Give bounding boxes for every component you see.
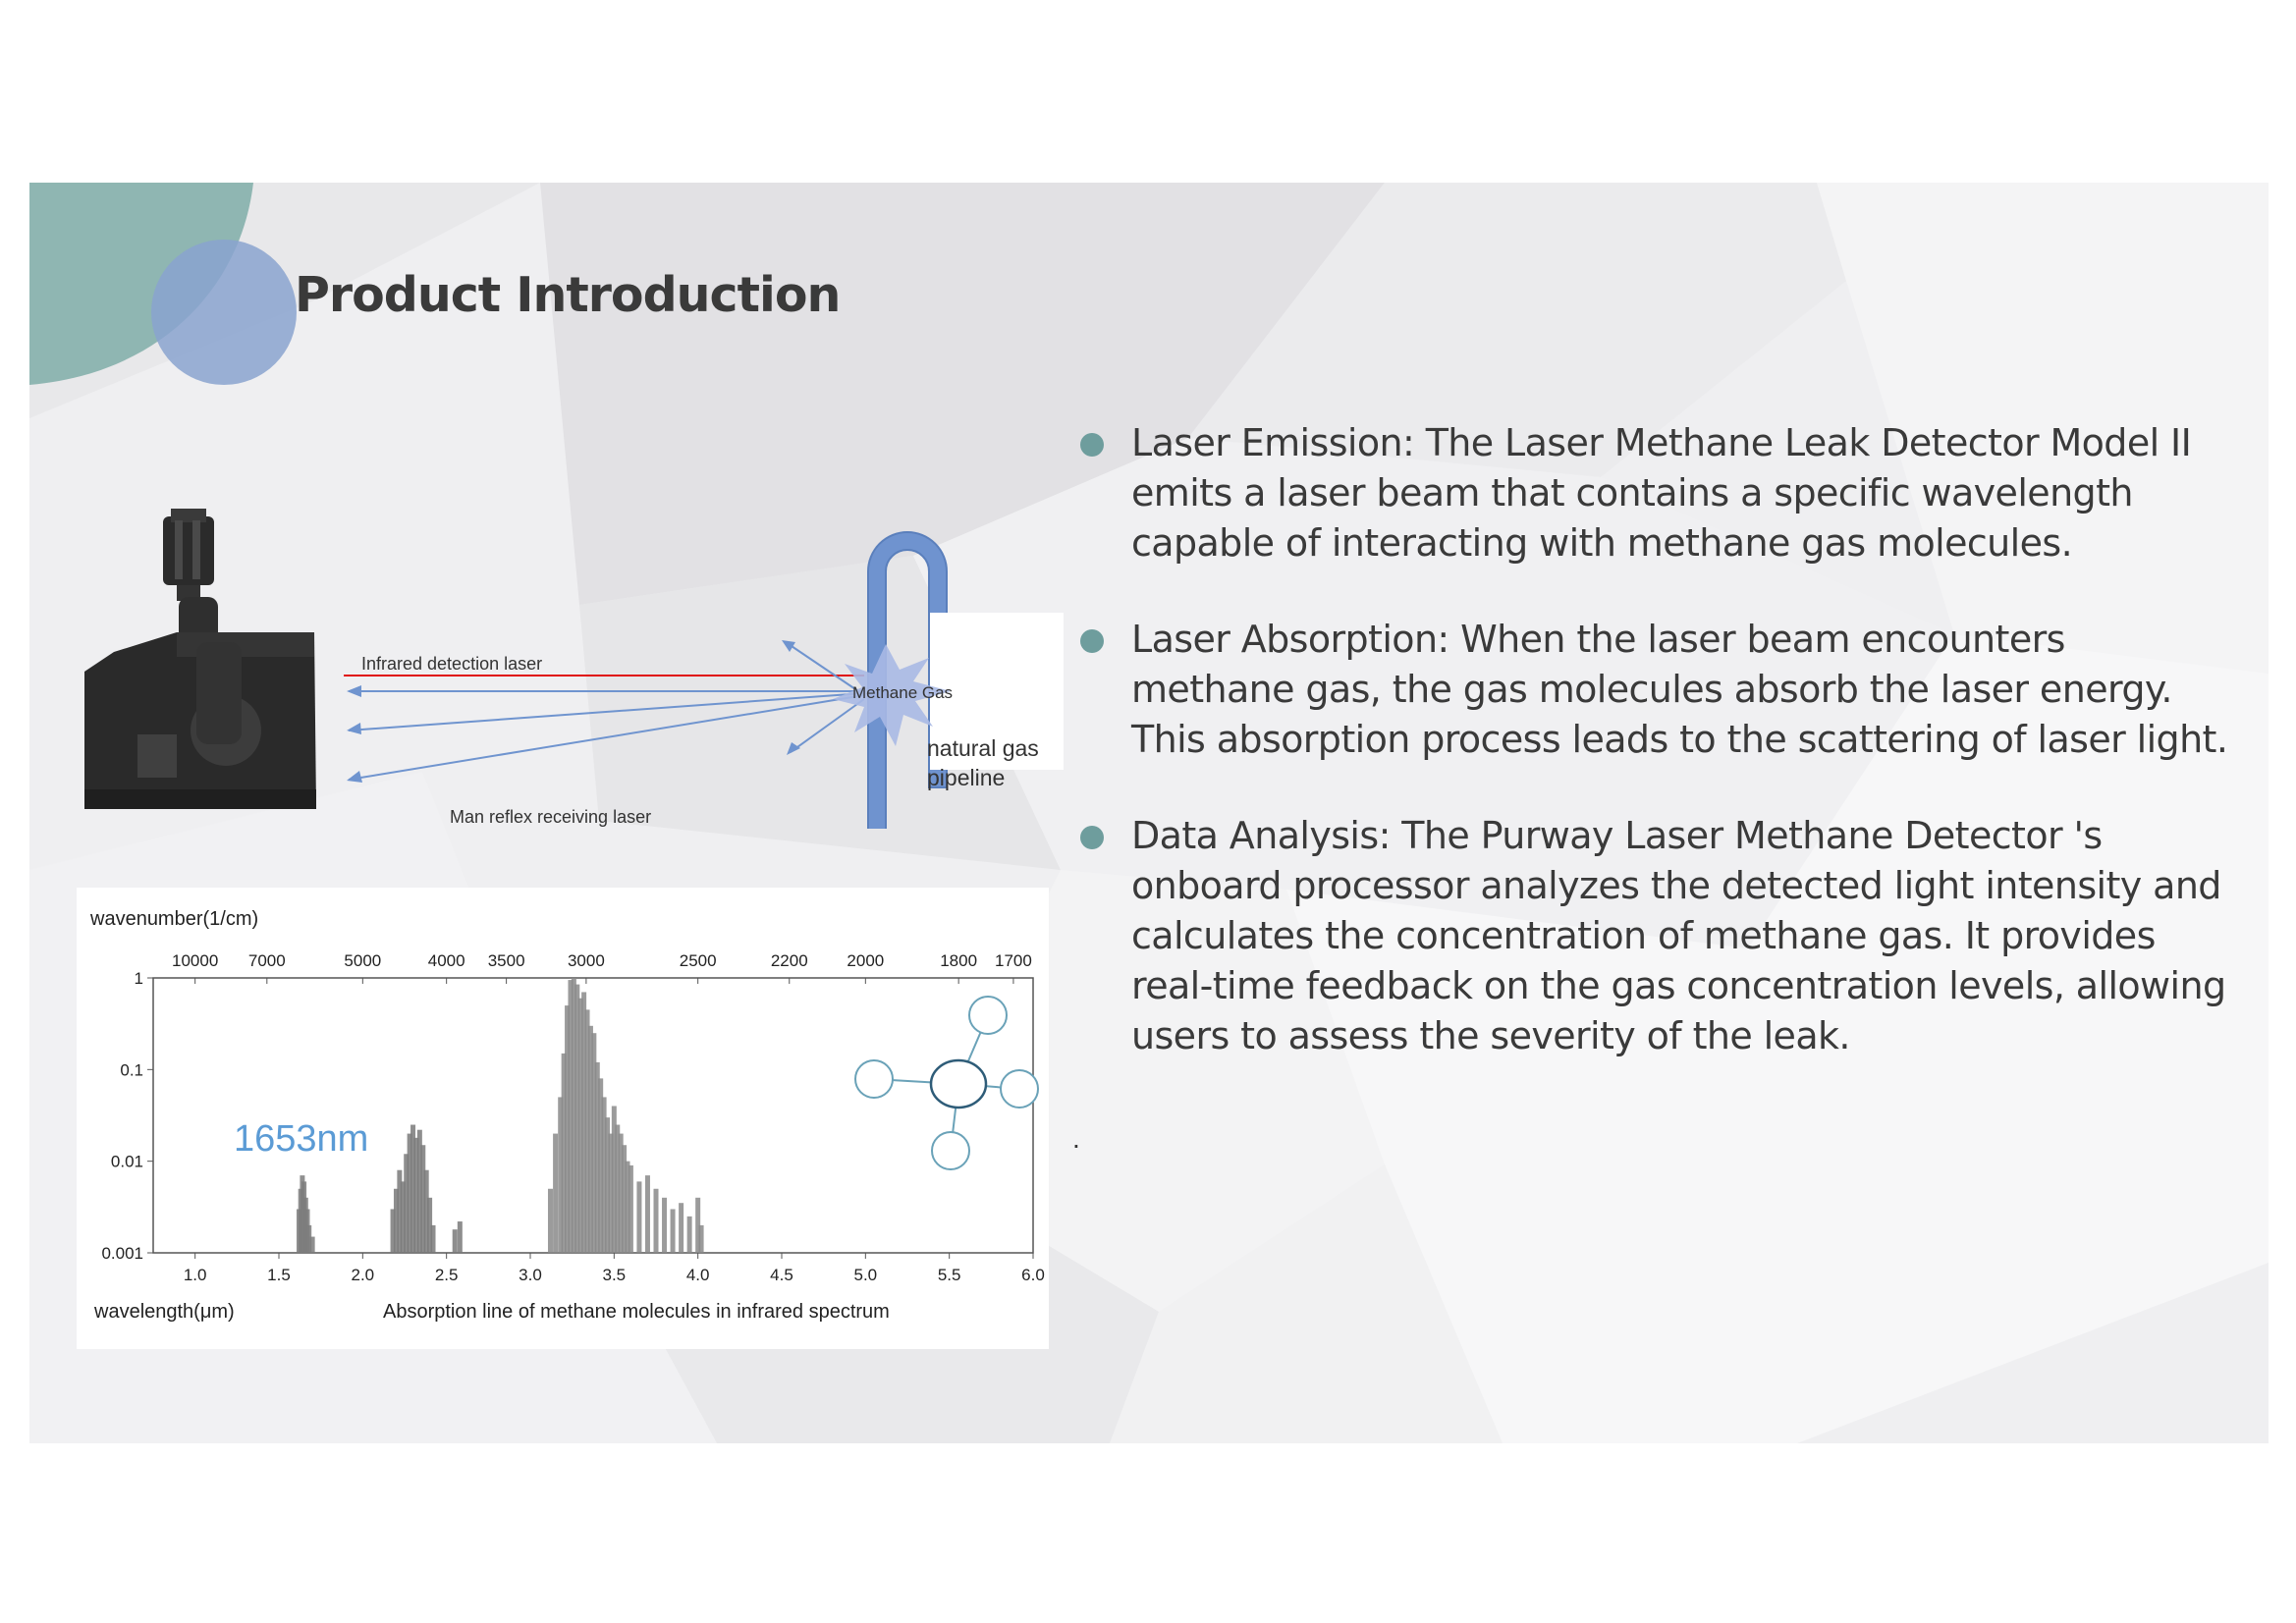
spectrum-bar [645, 1175, 650, 1253]
spectrum-bar [636, 1181, 641, 1253]
y-tick-label: 0.01 [110, 1152, 143, 1171]
top-tick-label: 2200 [770, 951, 808, 970]
corner-decoration [29, 183, 324, 418]
bullet-text: Laser Absorption: When the laser beam encounters methane gas, the gas molecules absorb the laser energy. This absorption process leads to the scattering of laser light. [1131, 618, 2228, 761]
spectrum-bar [310, 1237, 315, 1253]
bullet-laser-absorption [1080, 615, 2239, 765]
x-tick-label: 6.0 [1021, 1266, 1045, 1284]
bullet-data-analysis [1080, 811, 2239, 1061]
bullet-text: Laser Emission: The Laser Methane Leak Detector Model II emits a laser beam that contains a specific wavelength capable of interacting with methane gas molecules. [1131, 421, 2192, 565]
page-title: Product Introduction [295, 267, 841, 323]
top-tick-label: 2500 [679, 951, 717, 970]
y-tick-label: 0.1 [120, 1060, 143, 1080]
y-tick-label: 0.001 [101, 1244, 143, 1263]
top-tick-label: 4000 [427, 951, 465, 970]
y-tick-label: 1 [134, 969, 143, 988]
top-tick-label: 10000 [172, 951, 219, 970]
top-tick-label: 1700 [995, 951, 1032, 970]
top-tick-label: 3000 [567, 951, 605, 970]
x-tick-label: 5.0 [853, 1266, 878, 1284]
bullet-dot [1080, 433, 1104, 457]
bullet-dot [1080, 629, 1104, 653]
x-tick-label: 3.5 [602, 1266, 627, 1284]
x-tick-label: 1.0 [183, 1266, 207, 1284]
x-tick-label: 4.0 [685, 1266, 710, 1284]
detector-device [84, 509, 316, 809]
absorption-spectrum-chart [77, 888, 1049, 1349]
spectrum-bar [629, 1165, 633, 1253]
bullet-list [1080, 418, 2239, 1108]
chart-title: Absorption line of methane molecules in infrared spectrum [383, 1301, 890, 1323]
methane-label: Methane Gas [852, 683, 954, 702]
spectrum-bar [671, 1209, 676, 1253]
spectrum-bar [548, 1189, 553, 1253]
annotation-1653nm: 1653nm [234, 1118, 369, 1160]
spectrum-bar [458, 1221, 463, 1253]
bullet-laser-emission [1080, 418, 2239, 568]
x-tick-label: 4.5 [770, 1266, 793, 1284]
top-tick-label: 7000 [247, 951, 286, 970]
reflex-label: Man reflex receiving laser [450, 807, 652, 827]
spectrum-bar [679, 1203, 683, 1253]
top-tick-label: 5000 [344, 951, 382, 970]
x-tick-label: 2.0 [351, 1266, 375, 1284]
x-tick-label: 2.5 [434, 1266, 459, 1284]
x-tick-label: 3.0 [519, 1266, 542, 1284]
spectrum-bar [654, 1189, 659, 1253]
spectrum-bar [553, 1134, 558, 1253]
bullet-text: Data Analysis: The Purway Laser Methane Detector 's onboard processor analyzes the detected light intensity and calculates the concentration of methane gas. It provides real-time feedback on the gas concentration levels, allowing users to assess the severity of the leak. [1131, 814, 2226, 1057]
pipeline-label-2: pipeline [927, 765, 1006, 790]
top-axis-label: wavenumber(1/cm) [90, 908, 259, 930]
slide [29, 183, 2269, 1443]
spectrum-bar [699, 1225, 704, 1253]
top-tick-label: 3500 [487, 951, 525, 970]
spectrum-bar [687, 1217, 692, 1253]
bullet-dot [1080, 826, 1104, 849]
top-tick-label: 1800 [940, 951, 978, 970]
x-axis-label: wavelength(μm) [94, 1301, 235, 1323]
infrared-label: Infrared detection laser [361, 654, 543, 674]
x-tick-label: 5.5 [937, 1266, 961, 1284]
spectrum-bar [453, 1229, 458, 1253]
spectrum-bar [431, 1225, 436, 1253]
detection-diagram [69, 495, 1080, 829]
pipeline-label-1: natural gas [927, 735, 1039, 761]
spectrum-bar [662, 1198, 667, 1253]
stray-mark: . [1072, 1123, 1080, 1154]
x-tick-label: 1.5 [267, 1266, 291, 1284]
top-tick-label: 2000 [847, 951, 885, 970]
